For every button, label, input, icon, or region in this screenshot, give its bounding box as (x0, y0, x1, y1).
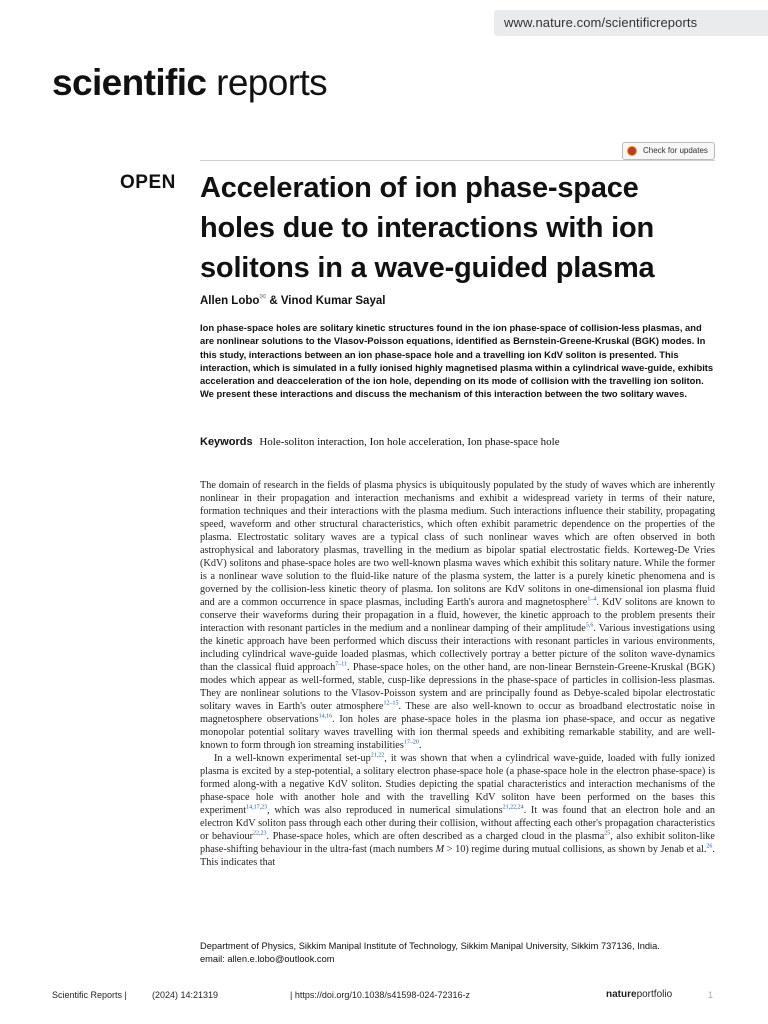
email-icon[interactable]: ✉ (259, 292, 267, 301)
check-for-updates-label: Check for updates (643, 146, 708, 155)
citation-ref[interactable]: 12–15 (383, 700, 399, 707)
citation-ref[interactable]: 1–4 (587, 596, 597, 603)
open-access-label: OPEN (120, 172, 176, 193)
publisher-logo (606, 989, 672, 1000)
keywords (200, 436, 715, 448)
journal-url[interactable]: www.nature.com/scientificreports (504, 15, 698, 30)
footer-volume: (2024) 14:21319 (152, 990, 219, 1000)
body-paragraph: The domain of research in the fields of plasma physics is ubiquitously populated by the study of waves which are inherently nonlinear in their propagation and interaction mechanisms and exhibit a widespread variety in terms of their nature, formation techniques and their interactions with the plasma medium. Such interactions influence their stability, propagating speed, waveform and other structural characteristics, which often exhibit parametric dependence on the properties of the plasma. Electrostatic solitary waves are a typical class of such nonlinear waves which are often observed in both astrophysical and laboratory plasmas, travelling in the medium as bipolar spatial electrostatic fields. Korteweg-De Vries (KdV) solitons and phase-space holes are two well-known plasma waves which exhibit this solitary nature. While the former is a nonlinear wave solution to the fluid-like nature of the plasma system, the latter is a purely kinetic phenomena and is governed by the collision-less kinetic theory of plasma. Ion solitons are KdV solitons in one-dimensional ion plasma fluid and are a common occurrence in space plasmas, including Earth's aurora and magnetosphere$^{1-4}$. KdV solitons are known to conserve their waveforms during their propagation in a fluid, however, the kinetic approach to the problem presents their interaction with resonant particles in the medium and a nonlinear damping of their amplitude$^{5,6}$. Various investigations using the kinetic approach have been performed which discuss their interactions with resonant particles in various environments, including cylindrical wave-guide loaded plasmas, which collectively portray a better picture of the soliton wave-dynamics than the classical fluid approach$^{7-11}$. Phase-space holes, on the other hand, are non-linear Bernstein-Greene-Kruskal (BGK) modes which appear as well-formed, stable, cusp-like depressions in the phase-space of particles in collision-less plasmas. They are nonlinear solutions to the Vlasov-Poisson system and are principally found as Debye-scaled bipolar electrostatic solitary waves in Earth's outer atmosphere$^{12-15}$. These are also well-known to occur as broadband electrostatic noise in magnetosphere observations$^{14,16}$. Ion holes are phase-space holes in the plasma ion phase-space, and occur as negative monopolar potential solitary waves travelling with ion thermal speeds and exhibiting remarkable stability, and are well-known to form through ion streaming instabilities$^{17-20}$. (200, 480, 716, 751)
url-banner (494, 10, 768, 36)
affiliation (200, 940, 720, 966)
author-name-second[interactable]: & Vinod Kumar Sayal (269, 294, 386, 307)
citation-ref[interactable]: 21,22,24 (502, 804, 524, 811)
math-symbol: M (435, 844, 445, 855)
header-divider (200, 160, 715, 161)
keywords-list: Hole-soliton interaction, Ion hole acceleration, Ion phase-space hole (259, 436, 560, 448)
journal-logo (52, 64, 327, 101)
corresponding-email[interactable]: email: allen.e.lobo@outlook.com (200, 954, 335, 964)
affiliation-dept: Department of Physics, Sikkim Manipal Institute of Technology, Sikkim Manipal University, Sikkim 737136, India. (200, 941, 660, 951)
footer-journal: Scientific Reports | (52, 990, 127, 1000)
citation-ref[interactable]: 14,17,23 (246, 804, 268, 811)
citation-ref[interactable]: 25 (604, 830, 611, 837)
page-number: 1 (708, 990, 714, 1000)
abstract: Ion phase-space holes are solitary kinetic structures found in the ion phase-space of collision-less plasmas, and are nonlinear solutions to the Vlasov-Poisson equations, identified as Bernstein-Greene-Kruskal (BGK) modes. In this study, interactions between an ion phase-space hole and a travelling ion KdV soliton is presented. This interaction, which is simulated in a fully ionised highly magnetised plasma within a cylindrical wave-guide, exhibits acceleration and deacceleration of the ion hole, depending on its mode of collision with the travelling ion soliton. We present these interactions and discuss the mechanism of this interaction between the two solitary waves. (200, 322, 714, 400)
citation-ref[interactable]: 21,22 (370, 752, 385, 759)
check-for-updates-button[interactable] (622, 142, 715, 160)
citation-ref[interactable]: 7–11 (335, 661, 348, 668)
article-title: Acceleration of ion phase-space holes due to interactions with ion solitons in a wave-guided plasma (200, 172, 655, 284)
citation-ref[interactable]: 17–20 (403, 739, 419, 746)
citation-ref[interactable]: 22,23 (253, 830, 267, 837)
body-paragraph: In a well-known experimental set-up$^{21,22}$, it was shown that when a cylindrical wave-guide, loaded with fully ionized plasma is excited by a step-potential, a solitary electron phase-space hole (a phase-space hole in the electron phase-space) is formed along-with a negative KdV soliton. Studies depicting the spatial characteristics and interaction mechanisms of the phase-space hole with another hole and with the travelling KdV soliton have been performed on the bases this experiment$^{14,17,23}$, which was also reproduced in numerical simulations$^{21,22,24}$. It was found that an electron hole and an electron KdV soliton pass through each other during their collision, without affecting each other's propagation characteristics or behaviour$^{22,23}$. Phase-space holes, which are often described as a charged cloud in the plasma$^{25}$, also exhibit soliton-like phase-shifting behaviour in the ultra-fast (mach numbers M > 10) regime during mutual collisions, as shown by Jenab et al.$^{26}$. This indicates that (200, 752, 715, 868)
journal-logo-bold: scientific (52, 62, 207, 103)
footer-doi[interactable]: | https://doi.org/10.1038/s41598-024-72316-z (290, 990, 470, 1000)
body-text (200, 479, 715, 869)
crossmark-icon (627, 146, 637, 156)
author-name[interactable]: Allen Lobo (200, 294, 260, 307)
publisher-logo-light: portfolio (636, 989, 673, 1000)
citation-ref[interactable]: 14,16 (318, 713, 333, 720)
author-list (200, 292, 385, 307)
citation-ref[interactable]: 5,6 (585, 622, 594, 629)
journal-logo-light: reports (216, 62, 328, 103)
citation-ref[interactable]: 26 (706, 843, 713, 850)
keywords-label: Keywords (200, 436, 253, 448)
publisher-logo-bold: nature (606, 989, 637, 1000)
